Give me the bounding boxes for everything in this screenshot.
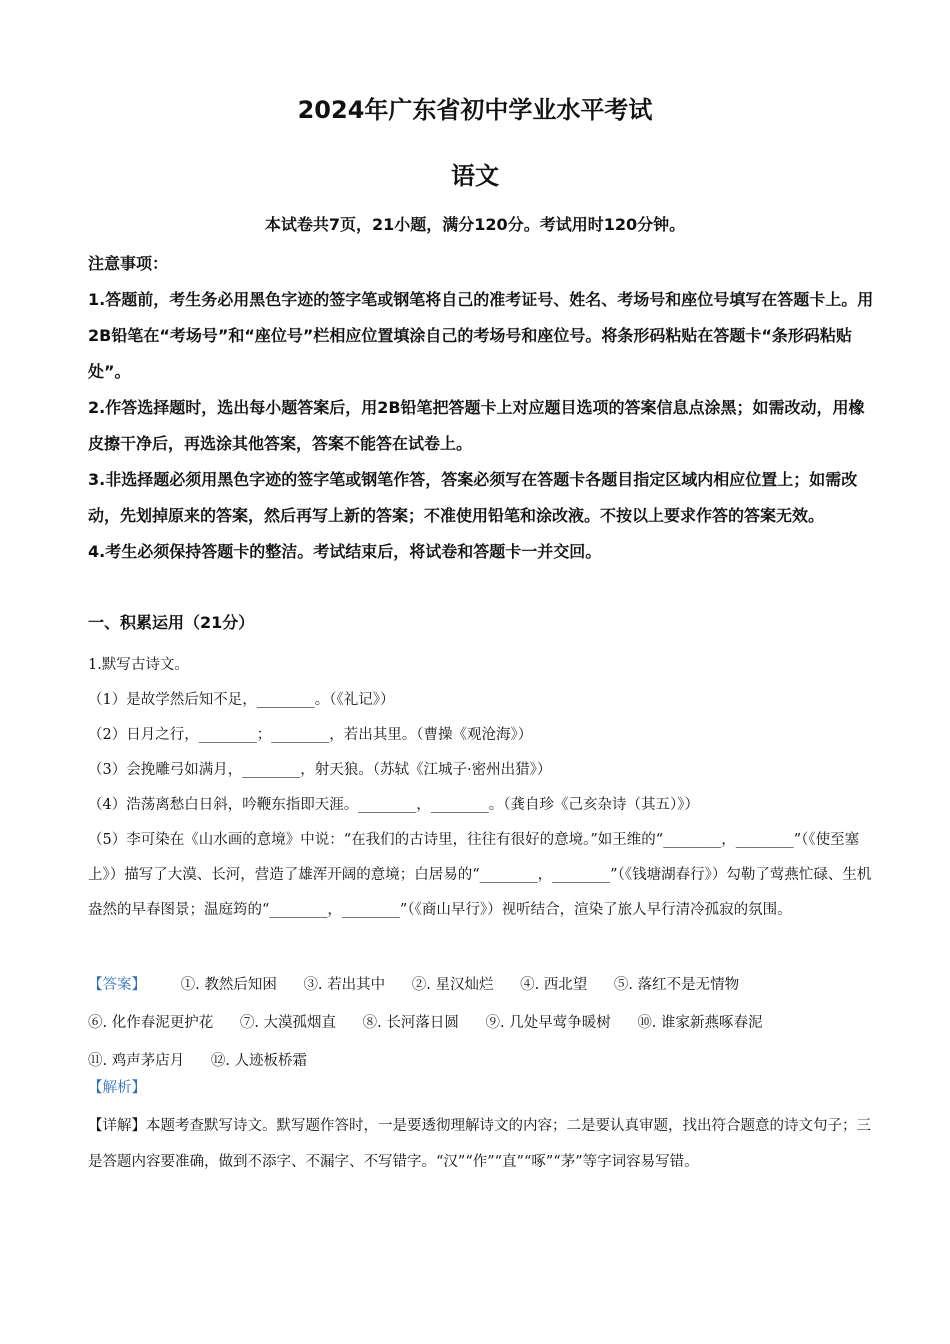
answer-item: ④. 西北望	[520, 977, 588, 993]
question-stem: 1.默写古诗文。	[88, 657, 189, 673]
answer-item: ①. 教然后知困	[180, 977, 277, 993]
answer-item: ⑥. 化作春泥更护花	[88, 1015, 214, 1031]
analysis-detail: 【详解】本题考查默写诗文。默写题作答时，一是要透彻理解诗文的内容；二是要认真审题，找出符合题意的诗文句子；三是答题内容要准确，做到不添字、不漏字、不写错字。“汉”“作”“直”“啄”“茅”等字词容易写错。	[88, 1118, 871, 1170]
answer-block	[88, 966, 878, 1080]
answer-item: ⑦. 大漠孤烟直	[239, 1015, 337, 1031]
exam-title: 2024年广东省初中学业水平考试	[297, 96, 653, 124]
exam-info: 本试卷共7页，21小题，满分120分。考试用时120分钟。	[264, 215, 686, 234]
sub-question: （5）李可染在《山水画的意境》中说：“在我们的古诗里，往往有很好的意境。”如王维的“________，________”（《使至塞上》）描写了大漠、长河，营造了雄浑开阔的意境；白居易的“________，________”（《钱塘湖春行》）勾勒了莺燕忙碌、生机盎然的早春图景；温庭筠的“________，________”（《商山早行》）视听结合，渲染了旅人早行清冷孤寂的氛围。	[88, 832, 872, 918]
answer-item: ⑨. 几处早莺争暖树	[485, 1015, 611, 1031]
section-title: 一、积累运用（21分）	[88, 613, 255, 632]
answer-item: ⑩. 谁家新燕啄春泥	[637, 1015, 763, 1031]
answer-item: ⑪. 鸡声茅店月	[88, 1053, 185, 1069]
sub-question: （1）是故学然后知不足，________。（《礼记》）	[88, 692, 395, 708]
answer-item: ⑧. 长河落日圆	[362, 1015, 459, 1031]
answer-item: ⑫. 人迹板桥霜	[210, 1053, 308, 1069]
answer-item: ②. 星汉灿烂	[411, 977, 494, 993]
analysis-label: 【解析】	[88, 1080, 146, 1096]
sub-question: （2）日月之行，________；________，若出其里。（曹操《观沧海》）	[88, 727, 533, 743]
answer-item: ⑤. 落红不是无情物	[613, 977, 740, 993]
sub-question: （3）会挽雕弓如满月，________，射天狼。（苏轼《江城子·密州出猎》）	[88, 762, 552, 778]
note-item: 2.作答选择题时，选出每小题答案后，用2B铅笔把答题卡上对应题目选项的答案信息点涂黑；如需改动，用橡皮擦干净后，再选涂其他答案，答案不能答在试卷上。	[88, 398, 865, 453]
notes-block	[88, 246, 878, 570]
question-1	[88, 648, 878, 928]
note-item: 1.答题前，考生务必用黑色字迹的签字笔或钢笔将自己的准考证号、姓名、考场号和座位号填写在答题卡上。用2B铅笔在“考场号”和“座位号”栏相应位置填涂自己的考场号和座位号。将条形码粘贴在答题卡“条形码粘贴处”。	[88, 290, 874, 381]
sub-question: （4）浩荡离愁白日斜，吟鞭东指即天涯。________，________。（龚自珍《己亥杂诗（其五）》）	[88, 797, 699, 813]
notes-heading: 注意事项：	[88, 254, 169, 273]
answer-label: 【答案】	[88, 977, 146, 993]
note-item: 3.非选择题必须用黑色字迹的签字笔或钢笔作答，答案必须写在答题卡各题目指定区域内相应位置上；如需改动，先划掉原来的答案，然后再写上新的答案；不准使用铅笔和涂改液。不按以上要求作答的答案无效。	[88, 470, 858, 525]
exam-subject: 语文	[451, 162, 499, 190]
answer-item: ③. 若出其中	[303, 977, 386, 993]
note-item: 4.考生必须保持答题卡的整洁。考试结束后，将试卷和答题卡一并交回。	[88, 542, 602, 561]
analysis-detail-block	[88, 1108, 878, 1180]
